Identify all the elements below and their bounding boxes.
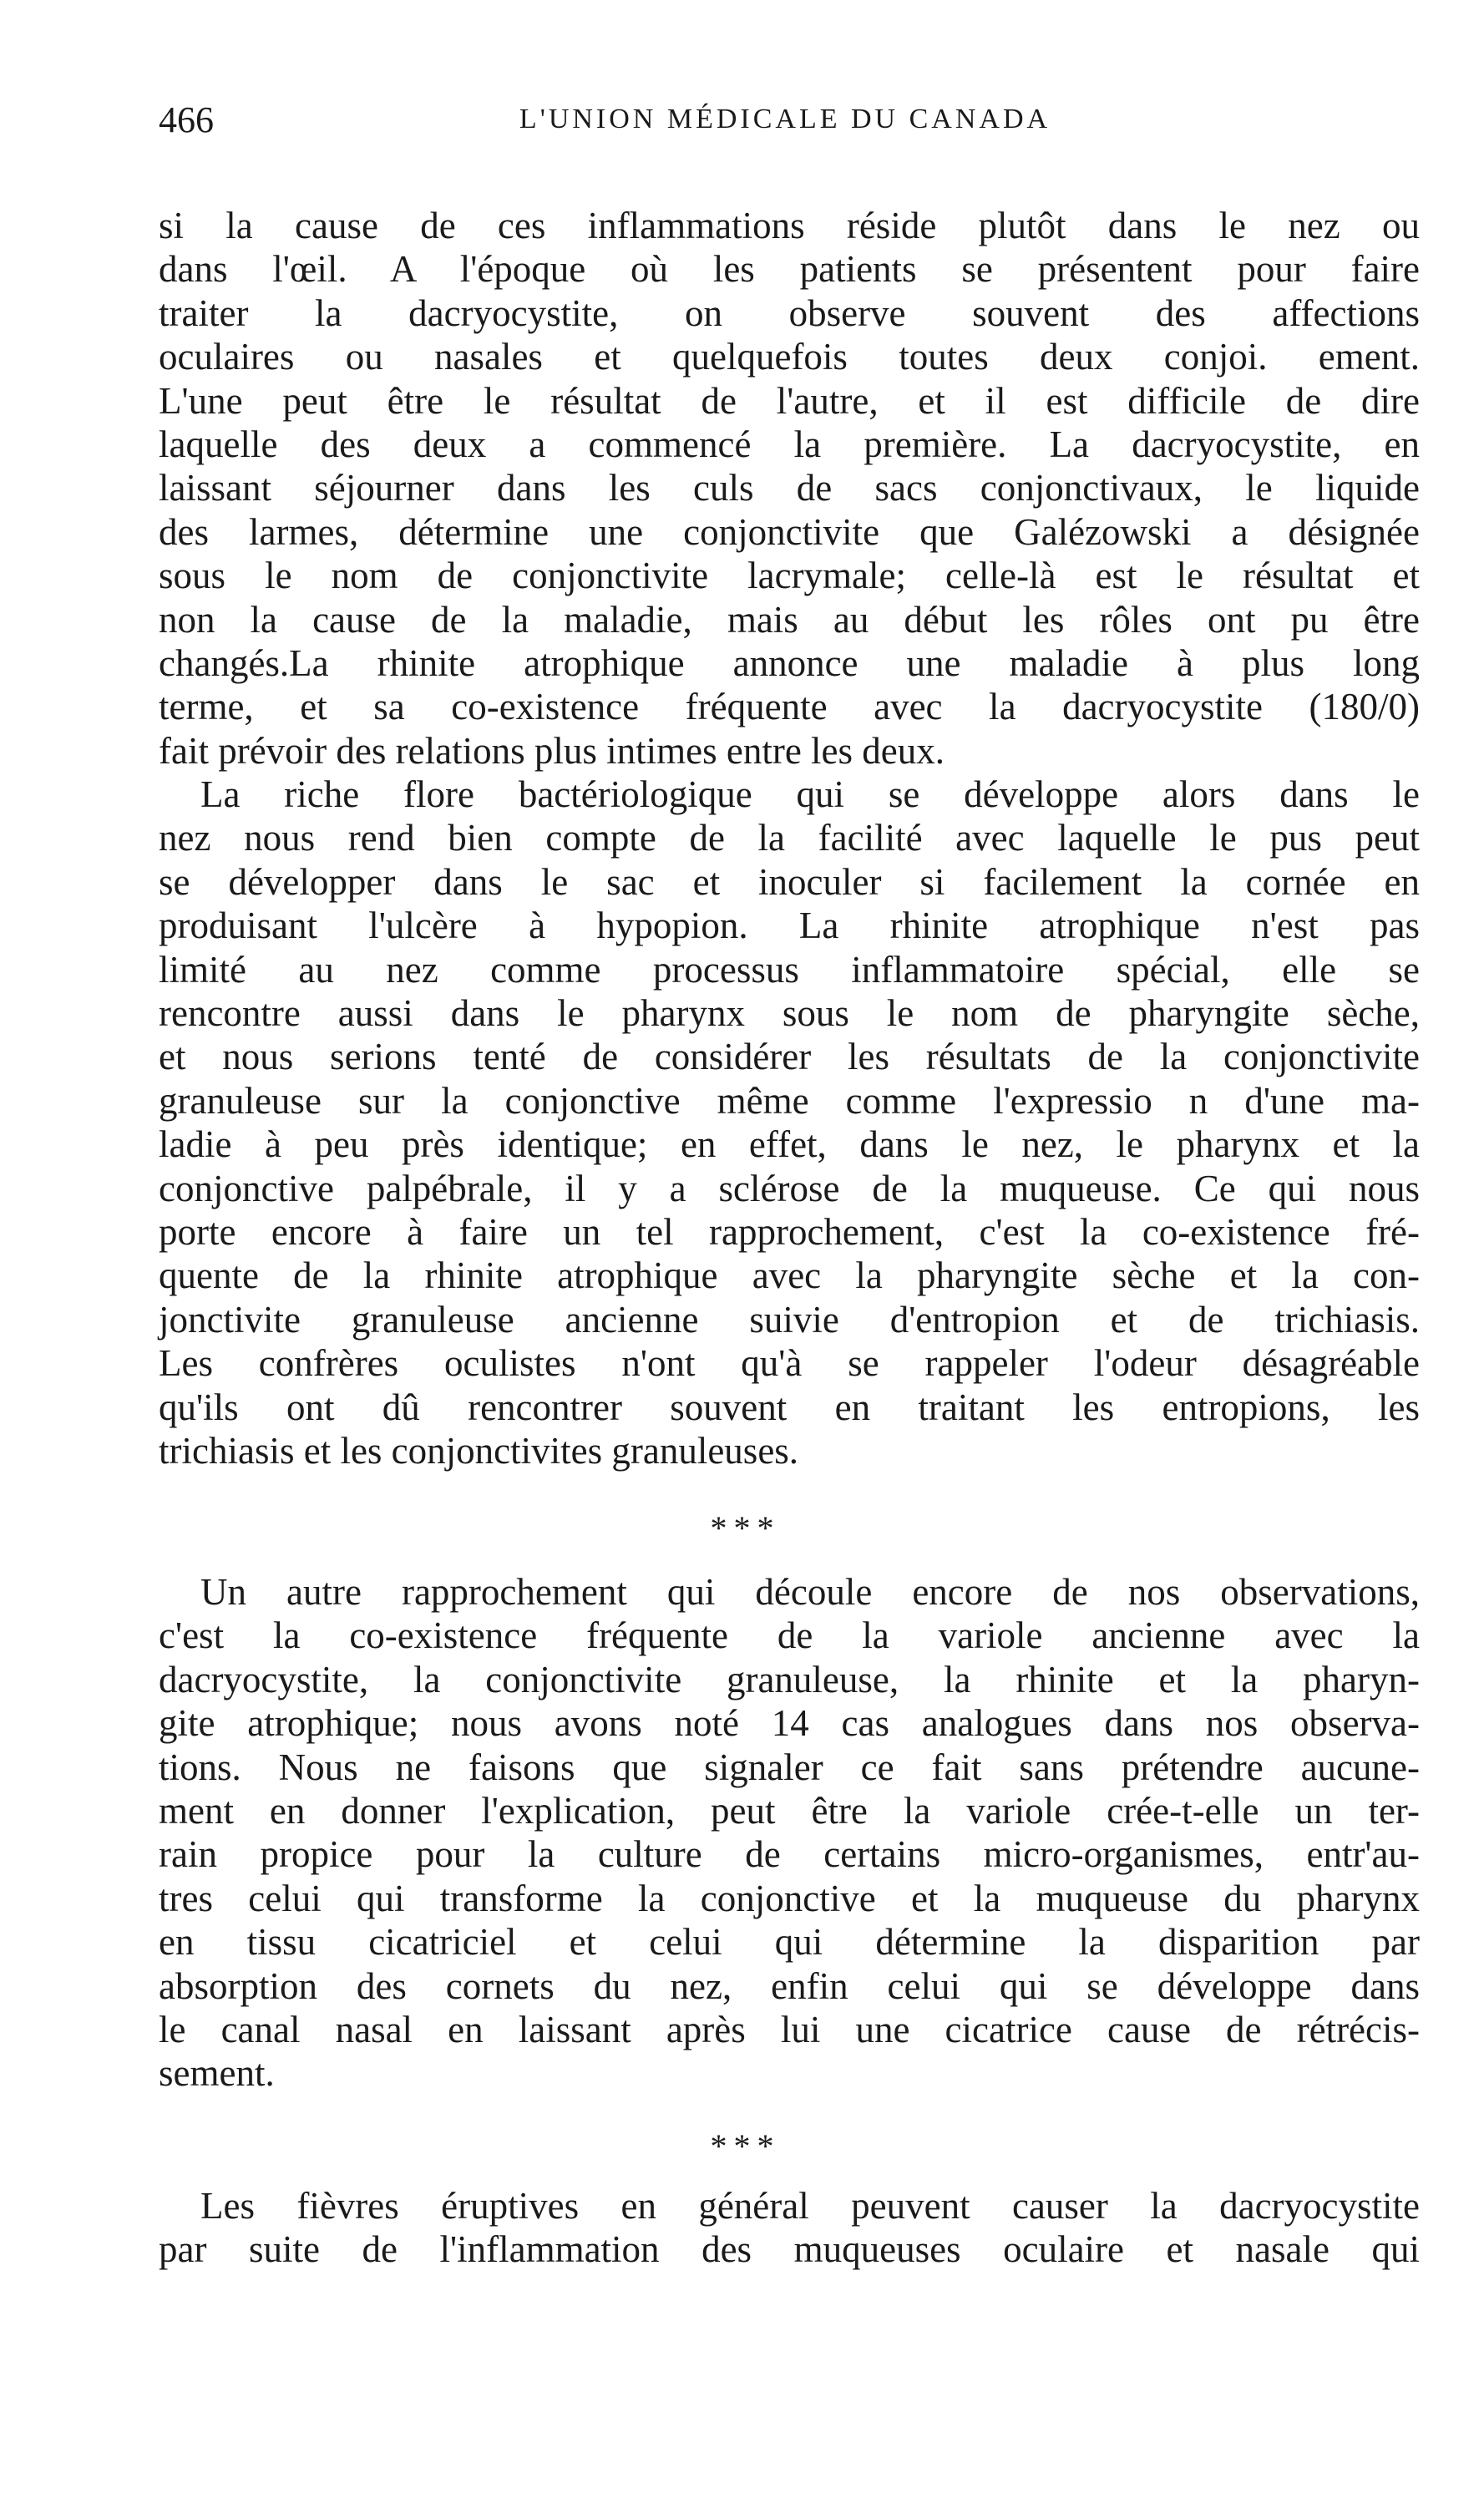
text-line: rain propice pour la culture de certains micro-organismes, entr'au- [159, 1833, 1420, 1876]
text-line: limité au nez comme processus inflammatoire spécial, elle se [159, 948, 1420, 991]
text-line: ment en donner l'explication, peut être la variole crée-t-elle un ter- [159, 1789, 1420, 1832]
text-line: dans l'œil. A l'époque où les patients se présentent pour faire [159, 248, 1420, 291]
text-line: tres celui qui transforme la conjonctive et la muqueuse du pharynx [159, 1877, 1420, 1919]
text-line: trichiasis et les conjonctivites granuleuses. [159, 1429, 799, 1472]
paragraph-block-1 [159, 204, 1420, 1472]
text-line: des larmes, détermine une conjonctivite que Galézowski a désignée [159, 510, 1420, 553]
text-line: Un autre rapprochement qui découle encore de nos observations, [200, 1571, 1420, 1613]
text-line: rencontre aussi dans le pharynx sous le nom de pharyngite sèche, [159, 992, 1420, 1035]
text-line: en tissu cicatriciel et celui qui détermine la disparition par [159, 1921, 1420, 1964]
section-separator-asterism: * * * [710, 1509, 774, 1547]
text-line: L'une peut être le résultat de l'autre, et il est difficile de dire [159, 379, 1420, 422]
text-line: produisant l'ulcère à hypopion. La rhinite atrophique n'est pas [159, 905, 1420, 947]
text-line: conjonctive palpébrale, il y a sclérose de la muqueuse. Ce qui nous [159, 1167, 1420, 1209]
text-line: et nous serions tenté de considérer les résultats de la conjonctivite [159, 1036, 1420, 1078]
text-line: Les fièvres éruptives en général peuvent causer la dacryocystite [200, 2185, 1420, 2227]
text-line: laissant séjourner dans les culs de sacs conjonctivaux, le liquide [159, 467, 1420, 509]
text-line: porte encore à faire un tel rapprochement, c'est la co-existence fré- [159, 1210, 1420, 1253]
text-line: le canal nasal en laissant après lui une cicatrice cause de rétrécis- [159, 2008, 1420, 2050]
text-line: granuleuse sur la conjonctive même comme l'expressio n d'une ma- [159, 1079, 1420, 1122]
text-line: nez nous rend bien compte de la facilité avec laquelle le pus peut [159, 817, 1420, 859]
text-line: sement. [159, 2052, 275, 2095]
text-line: La riche flore bactériologique qui se développe alors dans le [200, 773, 1420, 816]
page-number: 466 [159, 99, 214, 140]
text-line: si la cause de ces inflammations réside plutôt dans le nez ou [159, 205, 1420, 246]
text-line: tions. Nous ne faisons que signaler ce fait sans prétendre aucune- [159, 1746, 1420, 1788]
text-line: terme, et sa co-existence fréquente avec la dacryocystite (180/0) [159, 686, 1420, 728]
text-line: non la cause de la maladie, mais au début les rôles ont pu être [159, 598, 1420, 641]
text-line: Les confrères oculistes n'ont qu'à se rappeler l'odeur désagréable [159, 1342, 1420, 1385]
text-line: absorption des cornets du nez, enfin celui qui se développe dans [159, 1964, 1420, 2007]
section-separator-asterism: * * * [710, 2127, 774, 2165]
text-line: jonctivite granuleuse ancienne suivie d'entropion et de trichiasis. [159, 1298, 1420, 1341]
text-line: par suite de l'inflammation des muqueuses oculaire et nasale qui [159, 2228, 1420, 2271]
text-line: gite atrophique; nous avons noté 14 cas analogues dans nos observa- [159, 1702, 1420, 1745]
text-line: qu'ils ont dû rencontrer souvent en traitant les entropions, les [159, 1386, 1420, 1428]
paragraph-block-3 [159, 2184, 1420, 2272]
text-line: sous le nom de conjonctivite lacrymale; celle-là est le résultat et [159, 555, 1420, 597]
paragraph-block-2 [159, 1570, 1420, 2096]
text-line: oculaires ou nasales et quelquefois toutes deux conjoi. ement. [159, 336, 1420, 378]
text-line: dacryocystite, la conjonctivite granuleuse, la rhinite et la pharyn- [159, 1658, 1420, 1700]
text-line: se développer dans le sac et inoculer si facilement la cornée en [159, 860, 1420, 903]
text-line: laquelle des deux a commencé la première. La dacryocystite, en [159, 423, 1420, 465]
text-line: quente de la rhinite atrophique avec la pharyngite sèche et la con- [159, 1254, 1420, 1297]
text-line: fait prévoir des relations plus intimes entre les deux. [159, 729, 945, 772]
text-line: traiter la dacryocystite, on observe souvent des affections [159, 291, 1420, 334]
running-title: L'UNION MÉDICALE DU CANADA [519, 104, 1051, 134]
page-header [150, 99, 1420, 149]
text-line: changés.La rhinite atrophique annonce une maladie à plus long [159, 641, 1420, 684]
text-line: ladie à peu près identique; en effet, dans le nez, le pharynx et la [159, 1123, 1420, 1166]
text-line: c'est la co-existence fréquente de la variole ancienne avec la [159, 1614, 1420, 1657]
